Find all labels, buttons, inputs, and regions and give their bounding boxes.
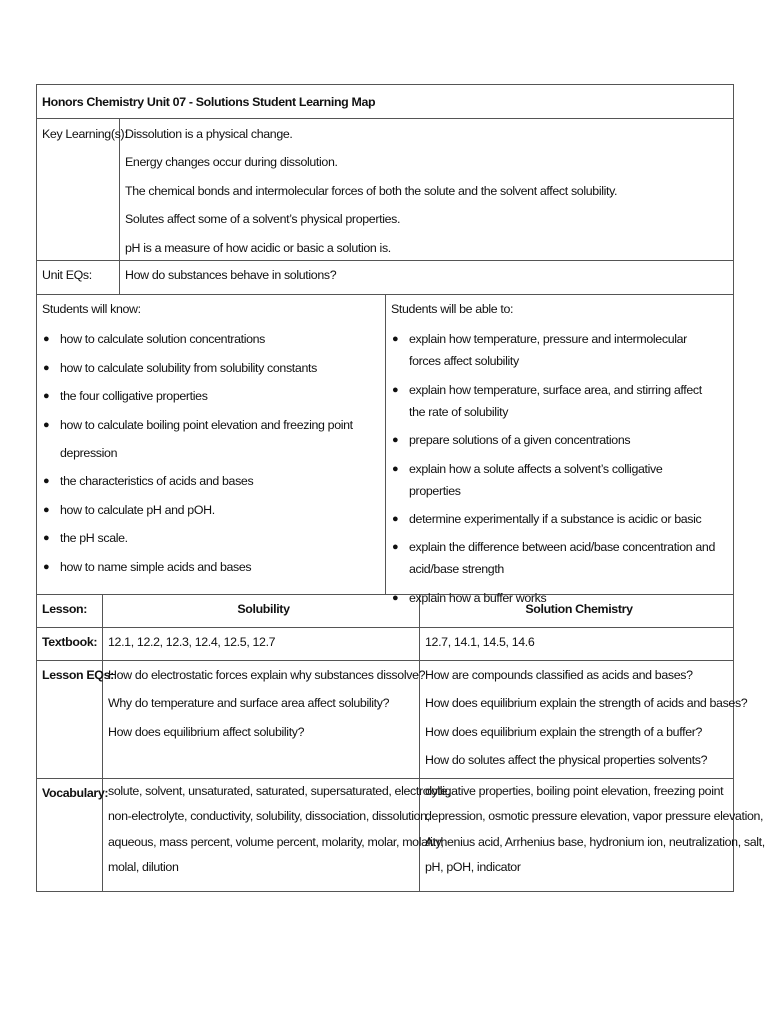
lesson-eqs-1-cell: [103, 661, 426, 779]
list-item: ● how to calculate solution concentrations: [42, 325, 385, 353]
key-learning-item: Solutes affect some of a solvent’s physical properties.: [125, 212, 401, 227]
lesson-eqs-label-cell: [37, 661, 114, 779]
lesson-2-title: Solution Chemistry: [525, 602, 633, 616]
lesson-eq-item: How does equilibrium affect solubility?: [108, 724, 305, 739]
bullet-icon: ●: [392, 541, 399, 554]
unit-eqs-label-cell: [37, 261, 120, 294]
students-will-be-able-cell: [386, 295, 733, 605]
key-learnings-list: [120, 119, 617, 260]
lesson-eq-item: How are compounds classified as acids and bases?: [425, 668, 693, 682]
bullet-icon: ●: [43, 532, 50, 545]
textbook-2-cell: [420, 628, 734, 661]
lesson-eq-item: Why do temperature and surface area affect solubility?: [108, 696, 390, 711]
know-able-row: [36, 294, 734, 605]
table-row: [37, 779, 734, 892]
vocabulary-line: aqueous, mass percent, volume percent, molarity, molar, molality,: [108, 834, 444, 849]
key-learning-item: Energy changes occur during dissolution.: [125, 155, 338, 170]
bullet-icon: ●: [43, 475, 50, 488]
list-item: ● prepare solutions of a given concentrations: [391, 426, 715, 454]
learning-map-document: [36, 84, 765, 892]
key-learnings-label: Key Learning(s):: [42, 127, 128, 141]
students-will-be-able-heading: Students will be able to:: [391, 302, 514, 316]
list-item: ● the four colligative properties: [42, 382, 385, 410]
bullet-icon: ●: [43, 390, 50, 403]
lesson-eq-item: How do solutes affect the physical properties solvents?: [425, 753, 708, 768]
unit-eqs-row: [36, 260, 734, 294]
students-will-know-cell: [37, 295, 386, 594]
vocabulary-label: Vocabulary:: [42, 786, 109, 800]
unit-eqs-label: Unit EQs:: [42, 268, 92, 282]
lesson-eqs-label: Lesson EQs:: [42, 668, 114, 682]
list-item: ● the characteristics of acids and bases: [42, 467, 385, 495]
lesson-eqs-2-cell: [420, 661, 748, 779]
vocabulary-label-cell: [37, 779, 109, 892]
key-learning-item: pH is a measure of how acidic or basic a solution is.: [125, 240, 391, 255]
unit-eqs-text: How do substances behave in solutions?: [125, 268, 337, 282]
lesson-label: Lesson:: [42, 602, 88, 616]
list-item: ● the pH scale.: [42, 524, 385, 552]
unit-eqs-cell: [120, 261, 336, 294]
lesson-eq-item: How does equilibrium explain the strength of acids and bases?: [425, 696, 748, 711]
list-item: ● how to name simple acids and bases: [42, 553, 385, 581]
bullet-icon: ●: [43, 361, 50, 374]
key-learning-item: Dissolution is a physical change.: [125, 127, 293, 141]
textbook-label-cell: [37, 628, 103, 661]
list-item: ● how to calculate boiling point elevation and freezing point depression: [42, 411, 385, 468]
textbook-1-sections: 12.1, 12.2, 12.3, 12.4, 12.5, 12.7: [108, 635, 276, 649]
vocabulary-line: non-electrolyte, conductivity, solubility, dissociation, dissolution,: [108, 809, 430, 824]
bullet-icon: ●: [392, 383, 399, 396]
list-item: ● explain the difference between acid/base concentration and acid/base strength: [391, 533, 715, 583]
vocabulary-line: pH, pOH, indicator: [425, 860, 521, 875]
list-item: ● determine experimentally if a substance is acidic or basic: [391, 505, 715, 533]
lesson-1-cell: [103, 595, 420, 628]
vocabulary-line: colligative properties, boiling point elevation, freezing point: [425, 784, 724, 798]
list-item: ● how to calculate solubility from solubility constants: [42, 354, 385, 382]
list-item: ● explain how temperature, surface area, and stirring affect the rate of solubility: [391, 376, 715, 426]
document-title: Honors Chemistry Unit 07 - Solutions Student Learning Map: [42, 95, 376, 109]
lesson-eq-item: How does equilibrium explain the strength of a buffer?: [425, 724, 703, 739]
table-row: [37, 628, 734, 661]
key-learnings-row: [36, 118, 734, 260]
textbook-1-cell: [103, 628, 420, 661]
table-row: [37, 661, 734, 779]
lessons-table: [36, 594, 765, 892]
list-item: ● how to calculate pH and pOH.: [42, 496, 385, 524]
list-item: ● explain how a buffer works: [391, 584, 715, 612]
bullet-icon: ●: [392, 462, 399, 475]
students-will-be-able-list: [391, 325, 715, 612]
vocabulary-line: molal, dilution: [108, 860, 179, 875]
textbook-label: Textbook:: [42, 635, 98, 649]
vocabulary-1-cell: [103, 779, 451, 892]
bullet-icon: ●: [392, 333, 399, 346]
list-item: ● explain how a solute affects a solvent’s colligative properties: [391, 455, 715, 505]
key-learning-item: The chemical bonds and intermolecular forces of both the solute and the solvent affect solubility.: [125, 183, 618, 198]
bullet-icon: ●: [43, 418, 50, 431]
vocabulary-line: solute, solvent, unsaturated, saturated, supersaturated, electrolyte,: [108, 784, 451, 798]
lesson-eq-item: How do electrostatic forces explain why substances dissolve?: [108, 668, 426, 682]
vocabulary-2-cell: [420, 779, 765, 892]
lesson-label-cell: [37, 595, 103, 628]
bullet-icon: ●: [43, 560, 50, 573]
bullet-icon: ●: [392, 512, 399, 525]
bullet-icon: ●: [43, 503, 50, 516]
bullet-icon: ●: [43, 333, 50, 346]
students-will-know-heading: Students will know:: [42, 302, 141, 316]
lesson-1-title: Solubility: [237, 602, 290, 616]
textbook-2-sections: 12.7, 14.1, 14.5, 14.6: [425, 635, 535, 649]
bullet-icon: ●: [392, 591, 399, 604]
key-learnings-label-cell: [37, 119, 128, 260]
bullet-icon: ●: [392, 434, 399, 447]
students-will-know-list: [42, 325, 385, 581]
list-item: ● explain how temperature, pressure and intermolecular forces affect solubility: [391, 325, 715, 375]
title-row: [36, 84, 734, 118]
vocabulary-line: depression, osmotic pressure elevation, vapor pressure elevation,: [425, 809, 764, 824]
vocabulary-line: Arrhenius acid, Arrhenius base, hydronium ion, neutralization, salt,: [425, 834, 765, 849]
